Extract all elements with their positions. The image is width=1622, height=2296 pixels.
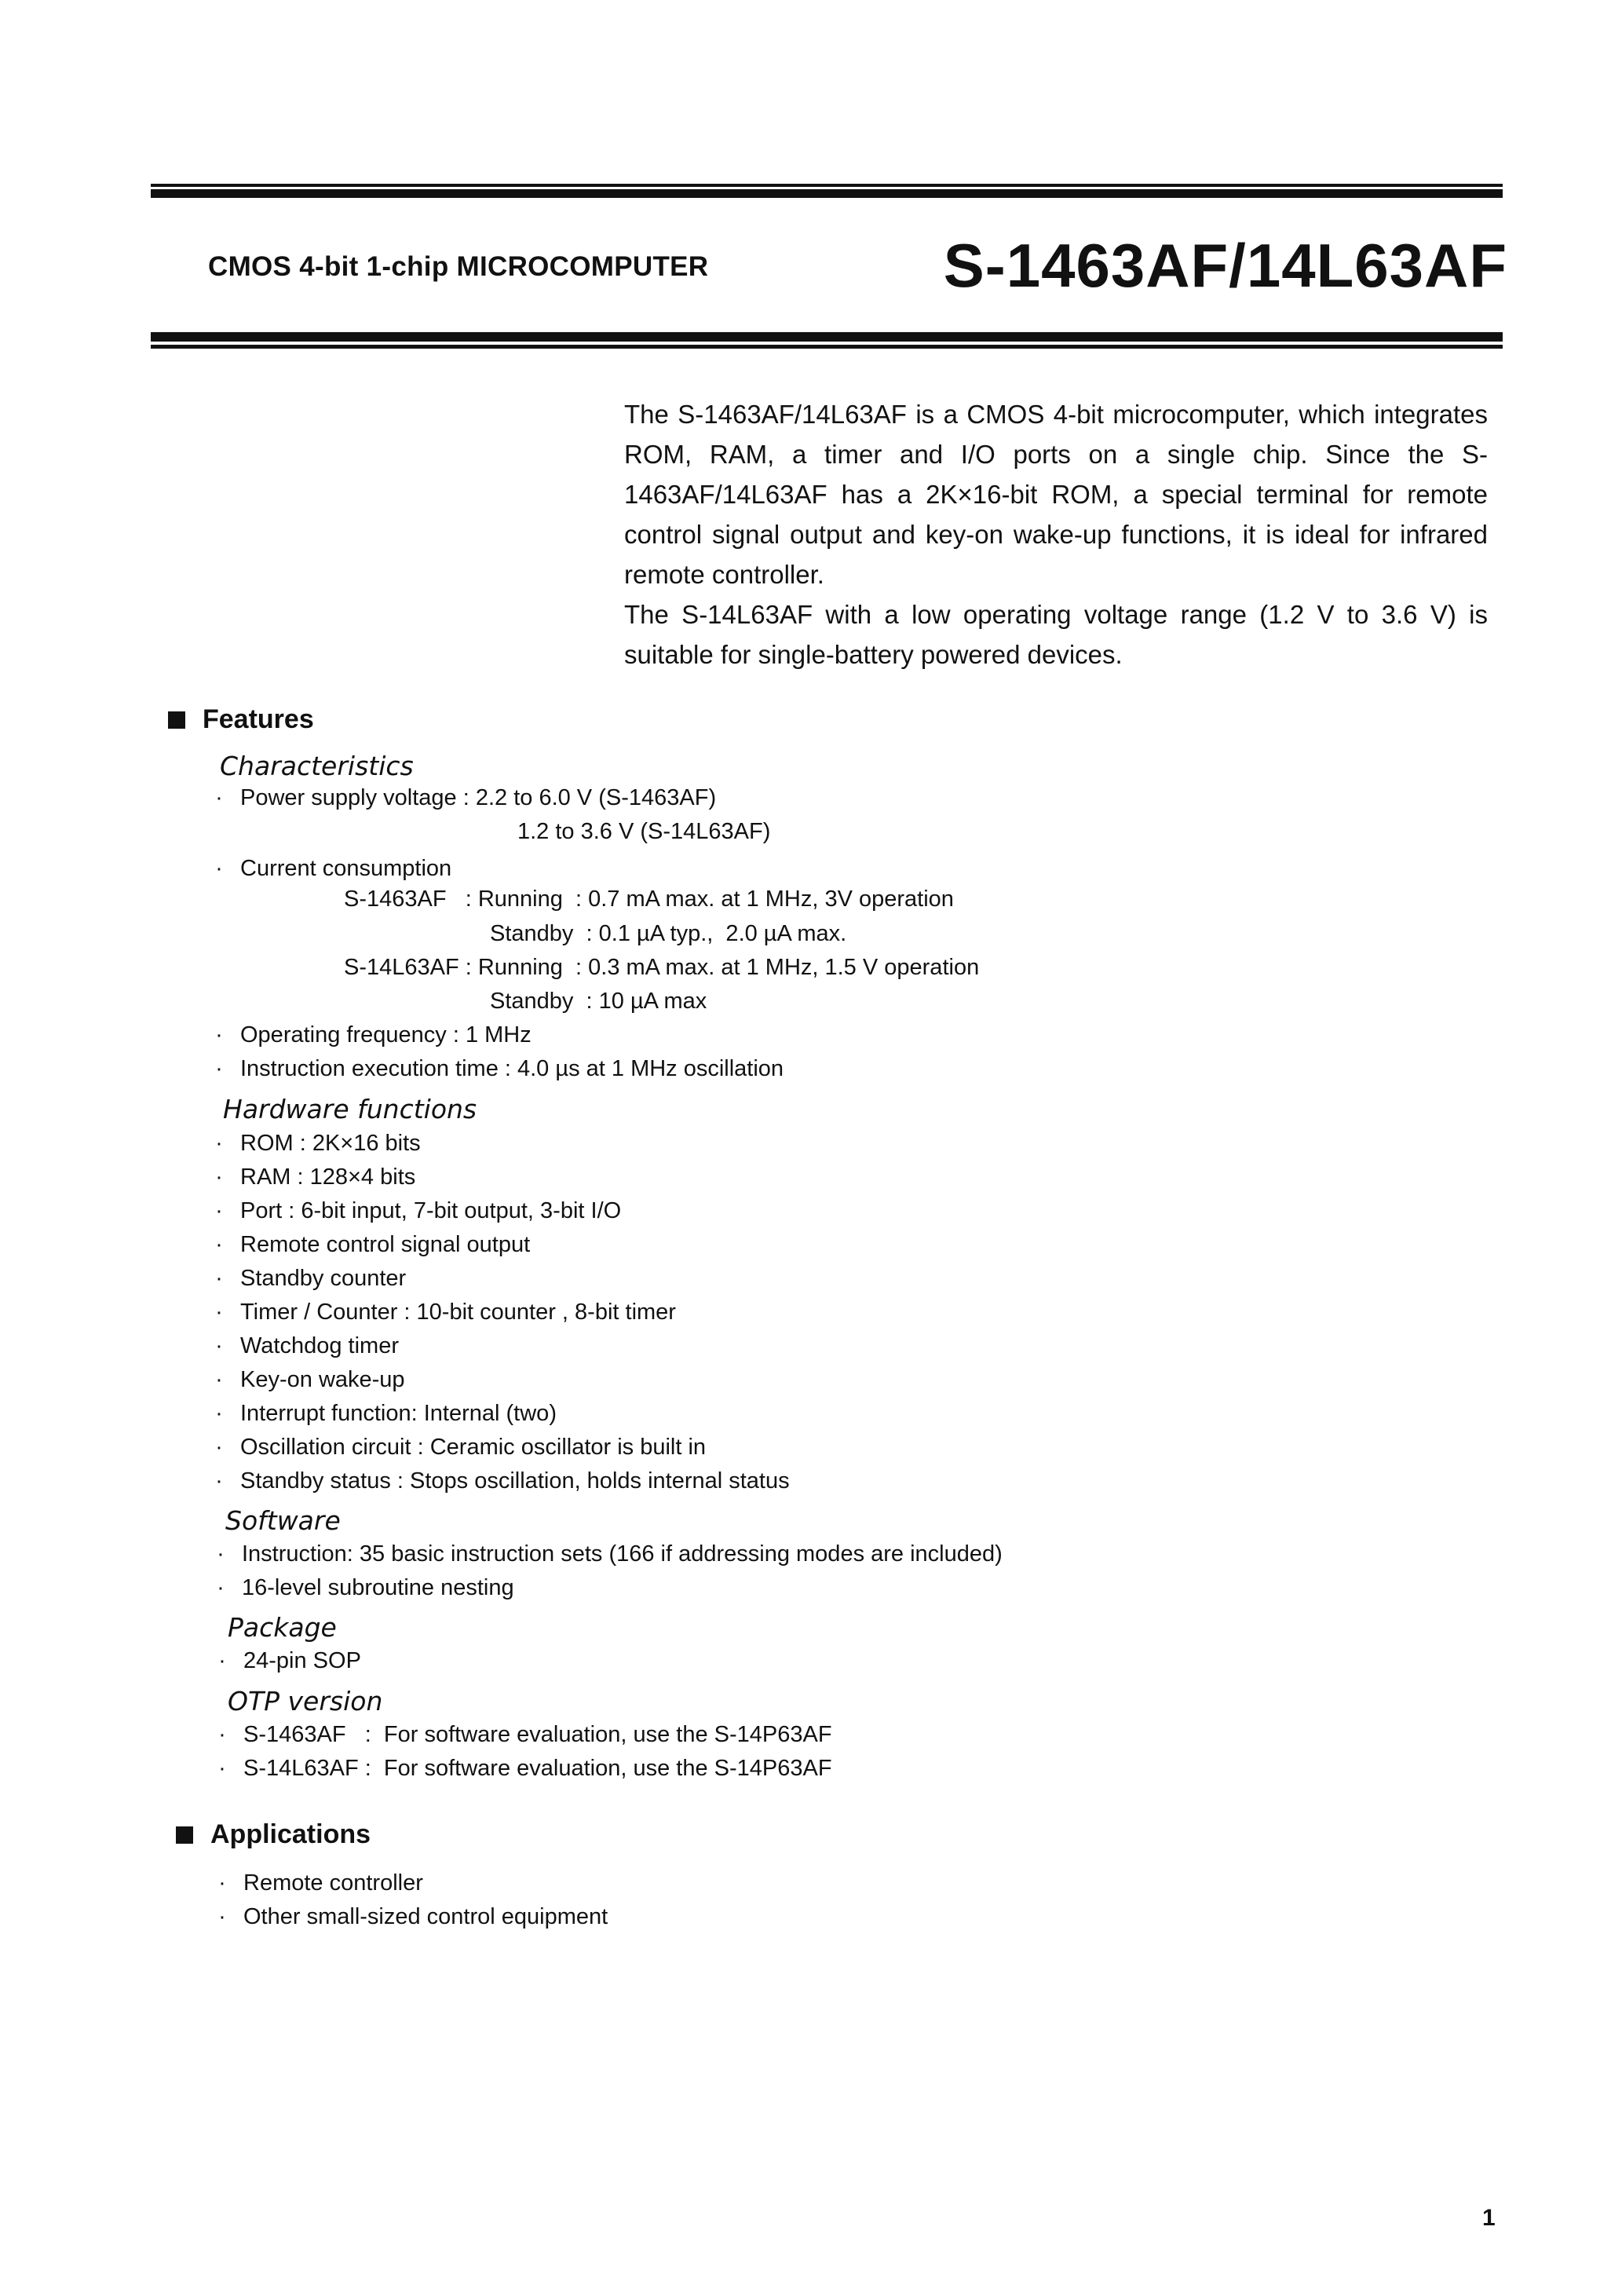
list-item: · Remote control signal output bbox=[214, 1232, 530, 1258]
intro-description bbox=[624, 394, 1488, 675]
list-item-continuation: 1.2 to 3.6 V (S-14L63AF) bbox=[517, 819, 771, 844]
current-row-s14l63af-standby: Standby : 10 µA max bbox=[490, 989, 707, 1014]
applications-heading-text: Applications bbox=[210, 1819, 371, 1849]
current-row-s14l63af-running: S-14L63AF : Running : 0.3 mA max. at 1 MHz, 1.5 V operation bbox=[344, 955, 980, 980]
intro-paragraph-1: The S-1463AF/14L63AF is a CMOS 4-bit microcomputer, which integrates ROM, RAM, a timer and I/O ports on a single chip. Since the S-1463AF/14L63AF has a 2K×16-bit ROM, a special terminal for remote control signal output and key-on wake-up functions, it is ideal for infrared remote controller. bbox=[624, 400, 1488, 589]
list-item: · Port : 6-bit input, 7-bit output, 3-bit I/O bbox=[214, 1198, 621, 1224]
list-item: · Oscillation circuit : Ceramic oscillator is built in bbox=[214, 1435, 706, 1461]
bullet-icon: · bbox=[217, 1541, 225, 1567]
bullet-icon: · bbox=[218, 1756, 226, 1781]
category-package: Package bbox=[228, 1612, 337, 1643]
bullet-icon: · bbox=[215, 1333, 223, 1358]
bullet-icon: · bbox=[215, 1056, 223, 1081]
product-title: S-1463AF/14L63AF bbox=[943, 231, 1507, 300]
list-item: · RAM : 128×4 bits bbox=[214, 1164, 415, 1190]
category-otp-version: OTP version bbox=[228, 1686, 383, 1717]
bullet-icon: · bbox=[215, 1435, 223, 1460]
document-subtitle: CMOS 4-bit 1-chip MICROCOMPUTER bbox=[208, 251, 709, 282]
section-square-icon bbox=[176, 1826, 193, 1844]
intro-paragraph-2: The S-14L63AF with a low operating voltage range (1.2 V to 3.6 V) is suitable for single-battery powered devices. bbox=[624, 600, 1488, 669]
list-item: · S-1463AF : For software evaluation, use the S-14P63AF bbox=[217, 1722, 832, 1748]
category-characteristics: Characteristics bbox=[220, 751, 414, 781]
bullet-icon: · bbox=[215, 1367, 223, 1392]
bullet-icon: · bbox=[215, 1232, 223, 1257]
list-item: · Interrupt function: Internal (two) bbox=[214, 1401, 557, 1427]
current-row-s1463af-running: S-1463AF : Running : 0.7 mA max. at 1 MHz, 3V operation bbox=[344, 887, 954, 912]
bullet-icon: · bbox=[218, 1870, 226, 1896]
list-item: · Instruction execution time : 4.0 µs at 1 MHz oscillation bbox=[214, 1056, 784, 1082]
bullet-icon: · bbox=[215, 1022, 223, 1047]
bullet-icon: · bbox=[218, 1722, 226, 1747]
list-item: · S-14L63AF : For software evaluation, use the S-14P63AF bbox=[217, 1756, 832, 1782]
list-item: · 16-level subroutine nesting bbox=[215, 1575, 514, 1601]
list-item: · Other small-sized control equipment bbox=[217, 1904, 608, 1930]
bullet-icon: · bbox=[215, 1266, 223, 1291]
list-item: · Standby status : Stops oscillation, holds internal status bbox=[214, 1468, 790, 1494]
list-item: · Instruction: 35 basic instruction sets (166 if addressing modes are included) bbox=[215, 1541, 1003, 1567]
bullet-icon: · bbox=[217, 1575, 225, 1600]
bullet-icon: · bbox=[215, 1164, 223, 1190]
features-heading-text: Features bbox=[203, 704, 314, 734]
applications-heading bbox=[176, 1819, 371, 1850]
list-item: · Timer / Counter : 10-bit counter , 8-bit timer bbox=[214, 1300, 676, 1325]
list-item: · Key-on wake-up bbox=[214, 1367, 405, 1393]
bullet-icon: · bbox=[215, 1198, 223, 1223]
header-rule-top-thin bbox=[151, 184, 1503, 187]
list-item: · Current consumption bbox=[214, 856, 451, 882]
features-heading bbox=[168, 704, 314, 735]
header-rule-top-thick bbox=[151, 189, 1503, 198]
section-square-icon bbox=[168, 711, 185, 729]
category-hardware-functions: Hardware functions bbox=[223, 1094, 477, 1124]
bullet-icon: · bbox=[215, 1131, 223, 1156]
list-item: · 24-pin SOP bbox=[217, 1648, 361, 1674]
category-software: Software bbox=[225, 1505, 341, 1536]
bullet-icon: · bbox=[215, 856, 223, 881]
bullet-icon: · bbox=[215, 785, 223, 810]
list-item: · Operating frequency : 1 MHz bbox=[214, 1022, 532, 1048]
bullet-icon: · bbox=[218, 1648, 226, 1673]
list-item: · ROM : 2K×16 bits bbox=[214, 1131, 421, 1157]
header-rule-bottom-thin bbox=[151, 345, 1503, 349]
bullet-icon: · bbox=[215, 1401, 223, 1426]
list-item: · Watchdog timer bbox=[214, 1333, 399, 1359]
page-number: 1 bbox=[1482, 2205, 1496, 2231]
list-item: · Remote controller bbox=[217, 1870, 423, 1896]
bullet-icon: · bbox=[218, 1904, 226, 1929]
bullet-icon: · bbox=[215, 1468, 223, 1493]
header-rule-bottom-thick bbox=[151, 332, 1503, 342]
list-item: · Standby counter bbox=[214, 1266, 406, 1292]
bullet-icon: · bbox=[215, 1300, 223, 1325]
list-item: · Power supply voltage : 2.2 to 6.0 V (S-1463AF) bbox=[214, 785, 716, 811]
current-row-s1463af-standby: Standby : 0.1 µA typ., 2.0 µA max. bbox=[490, 921, 847, 946]
